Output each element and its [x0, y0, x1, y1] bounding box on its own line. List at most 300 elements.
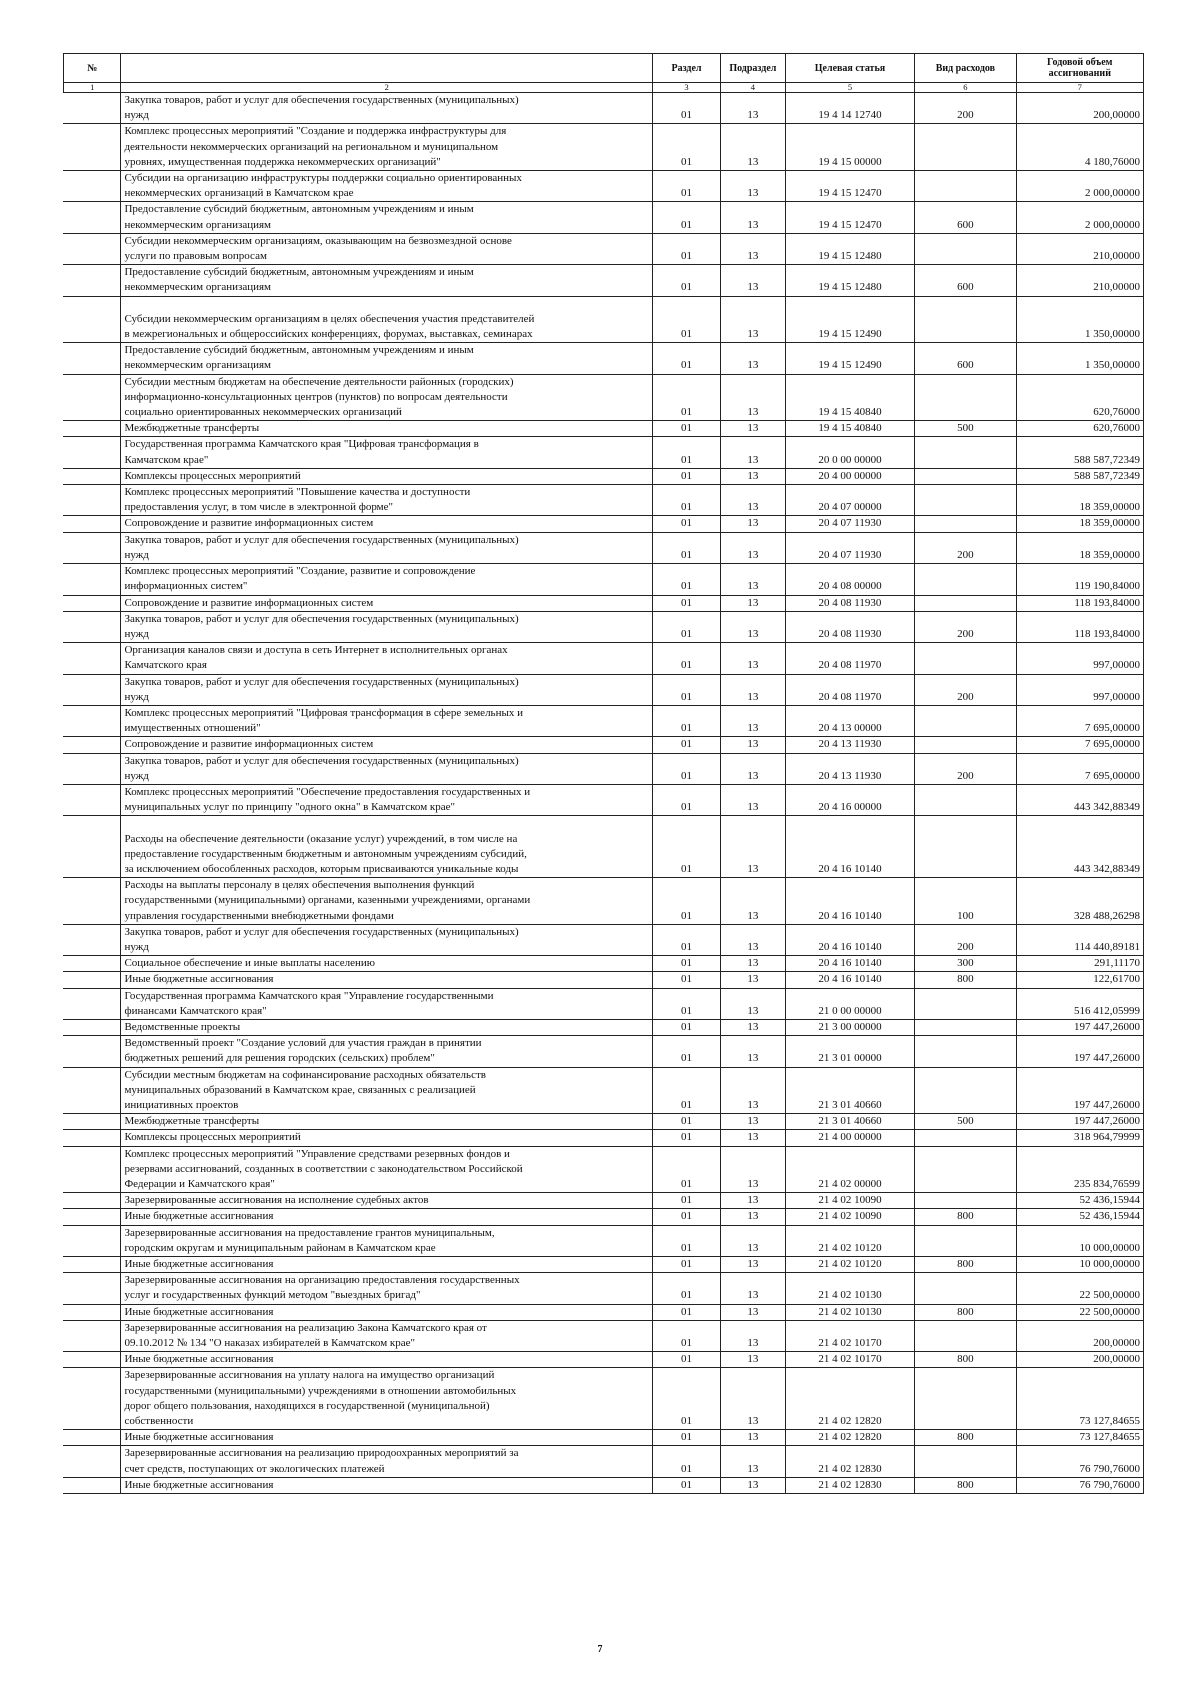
row-razdel-cell: 01 [653, 1273, 721, 1304]
row-amount-cell: 1 350,00000 [1016, 343, 1143, 374]
row-podrazdel-cell: 13 [720, 674, 785, 705]
row-podrazdel-cell: 13 [720, 343, 785, 374]
budget-table [63, 53, 1144, 1494]
row-description-cell: Сопровождение и развитие информационных систем [121, 595, 653, 611]
row-podrazdel-cell: 13 [720, 468, 785, 484]
row-expense-type-cell: 600 [915, 202, 1016, 233]
col-number-3: 3 [653, 83, 721, 93]
row-amount-cell: 2 000,00000 [1016, 171, 1143, 202]
table-row [64, 643, 1144, 674]
row-expense-type-cell [915, 816, 1016, 878]
row-podrazdel-cell: 13 [720, 1320, 785, 1351]
row-description-cell: Зарезервированные ассигнования на реализацию Закона Камчатского края от 09.10.2012 № 134 "О наказах избирателей в Камчатском крае" [121, 1320, 653, 1351]
row-target-article-cell: 20 4 08 00000 [785, 564, 915, 595]
col-header-annual-volume: Годовой объем ассигнований [1016, 54, 1143, 83]
row-description-cell: Ведомственный проект "Создание условий для участия граждан в принятии бюджетных решений для решения городских (сельских) проблем" [121, 1036, 653, 1067]
row-number-cell [64, 1146, 121, 1193]
row-podrazdel-cell: 13 [720, 532, 785, 563]
row-expense-type-cell [915, 564, 1016, 595]
row-podrazdel-cell: 13 [720, 1225, 785, 1256]
row-expense-type-cell [915, 1446, 1016, 1477]
column-number-row [64, 83, 1144, 93]
row-description-cell: Межбюджетные трансферты [121, 421, 653, 437]
row-number-cell [64, 1368, 121, 1430]
table-row [64, 1273, 1144, 1304]
row-target-article-cell: 21 4 02 12820 [785, 1368, 915, 1430]
row-razdel-cell: 01 [653, 595, 721, 611]
table-row [64, 1477, 1144, 1493]
row-razdel-cell: 01 [653, 1114, 721, 1130]
table-row [64, 705, 1144, 736]
row-description-cell: Закупка товаров, работ и услуг для обеспечения государственных (муниципальных) нужд [121, 93, 653, 124]
row-number-cell [64, 988, 121, 1019]
row-target-article-cell: 19 4 15 40840 [785, 421, 915, 437]
row-expense-type-cell [915, 374, 1016, 421]
row-amount-cell: 7 695,00000 [1016, 705, 1143, 736]
row-razdel-cell: 01 [653, 784, 721, 815]
row-razdel-cell: 01 [653, 437, 721, 468]
table-row [64, 737, 1144, 753]
row-description-cell: Комплекс процессных мероприятий "Управление средствами резервных фондов и резервами ассигнований, созданных в соответствии с законодательством Российской Федерации и Камчатского края" [121, 1146, 653, 1193]
row-amount-cell: 2 000,00000 [1016, 202, 1143, 233]
table-row [64, 956, 1144, 972]
row-number-cell [64, 1193, 121, 1209]
row-number-cell [64, 1067, 121, 1114]
row-podrazdel-cell: 13 [720, 1193, 785, 1209]
row-razdel-cell: 01 [653, 1193, 721, 1209]
row-razdel-cell: 01 [653, 643, 721, 674]
row-razdel-cell: 01 [653, 924, 721, 955]
row-podrazdel-cell: 13 [720, 437, 785, 468]
row-amount-cell: 620,76000 [1016, 374, 1143, 421]
row-expense-type-cell: 200 [915, 611, 1016, 642]
table-row [64, 753, 1144, 784]
row-razdel-cell: 01 [653, 265, 721, 296]
row-expense-type-cell: 200 [915, 924, 1016, 955]
row-podrazdel-cell: 13 [720, 516, 785, 532]
table-row [64, 532, 1144, 563]
table-row [64, 265, 1144, 296]
row-description-cell: Социальное обеспечение и иные выплаты населению [121, 956, 653, 972]
table-row [64, 611, 1144, 642]
row-number-cell [64, 1036, 121, 1067]
row-expense-type-cell [915, 1320, 1016, 1351]
row-number-cell [64, 753, 121, 784]
row-podrazdel-cell: 13 [720, 1257, 785, 1273]
row-podrazdel-cell: 13 [720, 1273, 785, 1304]
col-number-1: 1 [64, 83, 121, 93]
table-row [64, 816, 1144, 878]
row-razdel-cell: 01 [653, 93, 721, 124]
row-amount-cell: 18 359,00000 [1016, 485, 1143, 516]
row-razdel-cell: 01 [653, 516, 721, 532]
row-number-cell [64, 437, 121, 468]
row-target-article-cell: 19 4 15 40840 [785, 374, 915, 421]
row-number-cell [64, 485, 121, 516]
row-podrazdel-cell: 13 [720, 784, 785, 815]
row-description-cell: Иные бюджетные ассигнования [121, 972, 653, 988]
row-description-cell: Комплекс процессных мероприятий "Создание, развитие и сопровождение информационных систем" [121, 564, 653, 595]
row-expense-type-cell [915, 988, 1016, 1019]
row-razdel-cell: 01 [653, 1130, 721, 1146]
row-expense-type-cell: 500 [915, 1114, 1016, 1130]
row-target-article-cell: 20 4 13 11930 [785, 753, 915, 784]
row-expense-type-cell [915, 784, 1016, 815]
table-row [64, 124, 1144, 171]
row-expense-type-cell: 200 [915, 674, 1016, 705]
row-amount-cell: 73 127,84655 [1016, 1430, 1143, 1446]
row-target-article-cell: 21 4 02 10120 [785, 1257, 915, 1273]
row-podrazdel-cell: 13 [720, 1019, 785, 1035]
row-expense-type-cell [915, 1130, 1016, 1146]
row-expense-type-cell: 300 [915, 956, 1016, 972]
row-description-cell: Сопровождение и развитие информационных систем [121, 516, 653, 532]
row-description-cell: Комплекс процессных мероприятий "Цифровая трансформация в сфере земельных и имущественных отношений" [121, 705, 653, 736]
row-target-article-cell: 20 4 16 00000 [785, 784, 915, 815]
row-expense-type-cell [915, 1273, 1016, 1304]
row-razdel-cell: 01 [653, 233, 721, 264]
row-amount-cell: 588 587,72349 [1016, 437, 1143, 468]
row-number-cell [64, 595, 121, 611]
table-row [64, 171, 1144, 202]
row-podrazdel-cell: 13 [720, 564, 785, 595]
row-number-cell [64, 1257, 121, 1273]
row-razdel-cell: 01 [653, 171, 721, 202]
row-podrazdel-cell: 13 [720, 956, 785, 972]
row-podrazdel-cell: 13 [720, 878, 785, 925]
row-description-cell: Зарезервированные ассигнования на уплату налога на имущество организаций государственными (муниципальными) учреждениями в отношении автомобильных дорог общего пользования, находящихся в государственной (муниципальной) собственности [121, 1368, 653, 1430]
row-description-cell: Организация каналов связи и доступа в сеть Интернет в исполнительных органах Камчатского края [121, 643, 653, 674]
row-podrazdel-cell: 13 [720, 1477, 785, 1493]
row-amount-cell: 10 000,00000 [1016, 1225, 1143, 1256]
row-podrazdel-cell: 13 [720, 1304, 785, 1320]
row-podrazdel-cell: 13 [720, 124, 785, 171]
row-amount-cell: 7 695,00000 [1016, 753, 1143, 784]
row-target-article-cell: 20 4 16 10140 [785, 972, 915, 988]
row-amount-cell: 210,00000 [1016, 233, 1143, 264]
row-amount-cell: 114 440,89181 [1016, 924, 1143, 955]
row-description-cell: Государственная программа Камчатского края "Управление государственными финансами Камчатского края" [121, 988, 653, 1019]
row-expense-type-cell [915, 233, 1016, 264]
row-razdel-cell: 01 [653, 1019, 721, 1035]
row-amount-cell: 200,00000 [1016, 1320, 1143, 1351]
row-expense-type-cell [915, 595, 1016, 611]
page-number: 7 [597, 1644, 603, 1655]
row-target-article-cell: 20 4 16 10140 [785, 956, 915, 972]
table-row [64, 1446, 1144, 1477]
row-description-cell: Иные бюджетные ассигнования [121, 1430, 653, 1446]
table-row [64, 1193, 1144, 1209]
row-amount-cell: 210,00000 [1016, 265, 1143, 296]
row-expense-type-cell: 800 [915, 1352, 1016, 1368]
row-expense-type-cell: 800 [915, 972, 1016, 988]
row-podrazdel-cell: 13 [720, 1146, 785, 1193]
row-amount-cell: 291,11170 [1016, 956, 1143, 972]
row-podrazdel-cell: 13 [720, 485, 785, 516]
row-number-cell [64, 296, 121, 343]
row-amount-cell: 76 790,76000 [1016, 1446, 1143, 1477]
row-amount-cell: 7 695,00000 [1016, 737, 1143, 753]
row-target-article-cell: 21 3 01 00000 [785, 1036, 915, 1067]
row-podrazdel-cell: 13 [720, 1036, 785, 1067]
row-target-article-cell: 20 0 00 00000 [785, 437, 915, 468]
row-number-cell [64, 171, 121, 202]
row-podrazdel-cell: 13 [720, 1352, 785, 1368]
row-target-article-cell: 20 4 16 10140 [785, 816, 915, 878]
row-razdel-cell: 01 [653, 878, 721, 925]
row-expense-type-cell [915, 643, 1016, 674]
row-description-cell: Комплекс процессных мероприятий "Обеспечение предоставления государственных и муниципальных услуг по принципу "одного окна" в Камчатском крае" [121, 784, 653, 815]
table-row [64, 1225, 1144, 1256]
row-podrazdel-cell: 13 [720, 233, 785, 264]
row-razdel-cell: 01 [653, 674, 721, 705]
row-number-cell [64, 1430, 121, 1446]
row-razdel-cell: 01 [653, 564, 721, 595]
row-description-cell: Субсидии на организацию инфраструктуры поддержки социально ориентированных некоммерческих организаций в Камчатском крае [121, 171, 653, 202]
row-podrazdel-cell: 13 [720, 737, 785, 753]
row-podrazdel-cell: 13 [720, 1114, 785, 1130]
row-target-article-cell: 21 4 02 12830 [785, 1446, 915, 1477]
row-target-article-cell: 19 4 15 00000 [785, 124, 915, 171]
row-description-cell: Иные бюджетные ассигнования [121, 1257, 653, 1273]
row-number-cell [64, 956, 121, 972]
row-amount-cell: 197 447,26000 [1016, 1036, 1143, 1067]
row-amount-cell: 200,00000 [1016, 93, 1143, 124]
row-razdel-cell: 01 [653, 468, 721, 484]
row-expense-type-cell: 600 [915, 343, 1016, 374]
table-row [64, 1304, 1144, 1320]
table-row [64, 343, 1144, 374]
row-podrazdel-cell: 13 [720, 296, 785, 343]
row-razdel-cell: 01 [653, 816, 721, 878]
row-description-cell: Предоставление субсидий бюджетным, автономным учреждениям и иным некоммерческим организациям [121, 202, 653, 233]
row-number-cell [64, 343, 121, 374]
row-expense-type-cell [915, 485, 1016, 516]
row-amount-cell: 1 350,00000 [1016, 296, 1143, 343]
row-amount-cell: 620,76000 [1016, 421, 1143, 437]
row-amount-cell: 73 127,84655 [1016, 1368, 1143, 1430]
table-row [64, 1320, 1144, 1351]
table-header-row [64, 54, 1144, 83]
row-razdel-cell: 01 [653, 485, 721, 516]
row-razdel-cell: 01 [653, 737, 721, 753]
row-number-cell [64, 468, 121, 484]
row-description-cell: Закупка товаров, работ и услуг для обеспечения государственных (муниципальных) нужд [121, 753, 653, 784]
col-number-5: 5 [785, 83, 915, 93]
row-expense-type-cell: 800 [915, 1304, 1016, 1320]
table-row [64, 1209, 1144, 1225]
table-row [64, 233, 1144, 264]
row-podrazdel-cell: 13 [720, 1067, 785, 1114]
col-number-2: 2 [121, 83, 653, 93]
row-description-cell: Комплекс процессных мероприятий "Повышение качества и доступности предоставления услуг, в том числе в электронной форме" [121, 485, 653, 516]
table-row [64, 93, 1144, 124]
row-razdel-cell: 01 [653, 296, 721, 343]
row-podrazdel-cell: 13 [720, 202, 785, 233]
row-description-cell: Закупка товаров, работ и услуг для обеспечения государственных (муниципальных) нужд [121, 532, 653, 563]
row-expense-type-cell [915, 124, 1016, 171]
row-amount-cell: 22 500,00000 [1016, 1304, 1143, 1320]
row-amount-cell: 197 447,26000 [1016, 1019, 1143, 1035]
row-number-cell [64, 1019, 121, 1035]
row-number-cell [64, 421, 121, 437]
row-amount-cell: 118 193,84000 [1016, 611, 1143, 642]
table-row [64, 1114, 1144, 1130]
row-number-cell [64, 374, 121, 421]
row-target-article-cell: 20 4 00 00000 [785, 468, 915, 484]
table-row [64, 1146, 1144, 1193]
row-target-article-cell: 19 4 15 12490 [785, 343, 915, 374]
row-podrazdel-cell: 13 [720, 595, 785, 611]
row-razdel-cell: 01 [653, 1430, 721, 1446]
table-row [64, 878, 1144, 925]
row-number-cell [64, 1352, 121, 1368]
row-number-cell [64, 564, 121, 595]
row-podrazdel-cell: 13 [720, 816, 785, 878]
row-description-cell: Субсидии местным бюджетам на обеспечение деятельности районных (городских) информационно-консультационных центров (пунктов) по вопросам деятельности социально ориентированных некоммерческих организаций [121, 374, 653, 421]
row-expense-type-cell: 200 [915, 532, 1016, 563]
row-amount-cell: 235 834,76599 [1016, 1146, 1143, 1193]
row-amount-cell: 22 500,00000 [1016, 1273, 1143, 1304]
row-expense-type-cell [915, 296, 1016, 343]
row-target-article-cell: 21 4 02 10170 [785, 1320, 915, 1351]
row-description-cell: Ведомственные проекты [121, 1019, 653, 1035]
row-number-cell [64, 124, 121, 171]
row-target-article-cell: 21 4 02 10090 [785, 1193, 915, 1209]
row-target-article-cell: 20 4 08 11970 [785, 674, 915, 705]
col-header-number: № [64, 54, 121, 83]
row-razdel-cell: 01 [653, 956, 721, 972]
row-number-cell [64, 1273, 121, 1304]
row-razdel-cell: 01 [653, 1446, 721, 1477]
row-target-article-cell: 19 4 15 12490 [785, 296, 915, 343]
row-razdel-cell: 01 [653, 1257, 721, 1273]
row-razdel-cell: 01 [653, 1067, 721, 1114]
row-target-article-cell: 19 4 15 12480 [785, 233, 915, 264]
row-target-article-cell: 19 4 14 12740 [785, 93, 915, 124]
row-target-article-cell: 19 4 15 12470 [785, 202, 915, 233]
row-amount-cell: 318 964,79999 [1016, 1130, 1143, 1146]
row-expense-type-cell [915, 705, 1016, 736]
row-target-article-cell: 21 4 02 10090 [785, 1209, 915, 1225]
row-amount-cell: 443 342,88349 [1016, 816, 1143, 878]
row-target-article-cell: 21 4 02 10120 [785, 1225, 915, 1256]
row-amount-cell: 997,00000 [1016, 674, 1143, 705]
table-row [64, 1257, 1144, 1273]
row-target-article-cell: 21 3 01 40660 [785, 1067, 915, 1114]
row-target-article-cell: 21 4 02 10170 [785, 1352, 915, 1368]
row-target-article-cell: 20 4 16 10140 [785, 924, 915, 955]
row-description-cell: Закупка товаров, работ и услуг для обеспечения государственных (муниципальных) нужд [121, 611, 653, 642]
row-expense-type-cell [915, 171, 1016, 202]
row-podrazdel-cell: 13 [720, 1368, 785, 1430]
row-expense-type-cell [915, 1225, 1016, 1256]
row-expense-type-cell [915, 468, 1016, 484]
row-number-cell [64, 233, 121, 264]
row-expense-type-cell: 200 [915, 93, 1016, 124]
row-amount-cell: 118 193,84000 [1016, 595, 1143, 611]
table-row [64, 1067, 1144, 1114]
row-expense-type-cell: 100 [915, 878, 1016, 925]
table-row [64, 202, 1144, 233]
row-podrazdel-cell: 13 [720, 1430, 785, 1446]
table-row [64, 1036, 1144, 1067]
row-description-cell: Субсидии некоммерческим организациям, оказывающим на безвозмездной основе услуги по правовым вопросам [121, 233, 653, 264]
row-razdel-cell: 01 [653, 972, 721, 988]
row-number-cell [64, 643, 121, 674]
row-number-cell [64, 1446, 121, 1477]
row-target-article-cell: 20 4 07 11930 [785, 516, 915, 532]
row-amount-cell: 200,00000 [1016, 1352, 1143, 1368]
row-podrazdel-cell: 13 [720, 265, 785, 296]
row-target-article-cell: 20 4 13 00000 [785, 705, 915, 736]
row-description-cell: Государственная программа Камчатского края "Цифровая трансформация в Камчатском крае" [121, 437, 653, 468]
row-description-cell: Субсидии местным бюджетам на софинансирование расходных обязательств муниципальных образований в Камчатском крае, связанных с реализацией инициативных проектов [121, 1067, 653, 1114]
row-amount-cell: 76 790,76000 [1016, 1477, 1143, 1493]
row-razdel-cell: 01 [653, 753, 721, 784]
row-podrazdel-cell: 13 [720, 643, 785, 674]
row-razdel-cell: 01 [653, 374, 721, 421]
row-amount-cell: 18 359,00000 [1016, 532, 1143, 563]
row-expense-type-cell: 800 [915, 1430, 1016, 1446]
row-expense-type-cell [915, 1019, 1016, 1035]
table-row [64, 1430, 1144, 1446]
row-number-cell [64, 1304, 121, 1320]
table-row [64, 485, 1144, 516]
row-podrazdel-cell: 13 [720, 374, 785, 421]
row-description-cell: Закупка товаров, работ и услуг для обеспечения государственных (муниципальных) нужд [121, 674, 653, 705]
row-amount-cell: 52 436,15944 [1016, 1193, 1143, 1209]
row-podrazdel-cell: 13 [720, 171, 785, 202]
row-amount-cell: 122,61700 [1016, 972, 1143, 988]
col-header-description [121, 54, 653, 83]
row-amount-cell: 588 587,72349 [1016, 468, 1143, 484]
row-target-article-cell: 20 4 08 11930 [785, 611, 915, 642]
table-row [64, 784, 1144, 815]
col-header-razdel: Раздел [653, 54, 721, 83]
col-header-podrazdel: Подраздел [720, 54, 785, 83]
row-number-cell [64, 202, 121, 233]
row-expense-type-cell: 800 [915, 1257, 1016, 1273]
row-expense-type-cell: 500 [915, 421, 1016, 437]
row-expense-type-cell: 800 [915, 1477, 1016, 1493]
row-description-cell: Иные бюджетные ассигнования [121, 1477, 653, 1493]
row-amount-cell: 119 190,84000 [1016, 564, 1143, 595]
row-target-article-cell: 21 4 02 12830 [785, 1477, 915, 1493]
row-number-cell [64, 737, 121, 753]
row-target-article-cell: 19 4 15 12470 [785, 171, 915, 202]
row-number-cell [64, 532, 121, 563]
col-number-6: 6 [915, 83, 1016, 93]
row-razdel-cell: 01 [653, 343, 721, 374]
row-number-cell [64, 1320, 121, 1351]
row-description-cell: Зарезервированные ассигнования на исполнение судебных актов [121, 1193, 653, 1209]
row-amount-cell: 10 000,00000 [1016, 1257, 1143, 1273]
col-header-expense-type: Вид расходов [915, 54, 1016, 83]
col-header-target-article: Целевая статья [785, 54, 915, 83]
row-amount-cell: 18 359,00000 [1016, 516, 1143, 532]
table-row [64, 564, 1144, 595]
row-target-article-cell: 21 4 02 10130 [785, 1273, 915, 1304]
row-expense-type-cell [915, 437, 1016, 468]
row-number-cell [64, 1477, 121, 1493]
row-expense-type-cell [915, 1368, 1016, 1430]
row-podrazdel-cell: 13 [720, 972, 785, 988]
row-amount-cell: 197 447,26000 [1016, 1114, 1143, 1130]
row-number-cell [64, 705, 121, 736]
row-description-cell: Сопровождение и развитие информационных систем [121, 737, 653, 753]
row-razdel-cell: 01 [653, 1209, 721, 1225]
